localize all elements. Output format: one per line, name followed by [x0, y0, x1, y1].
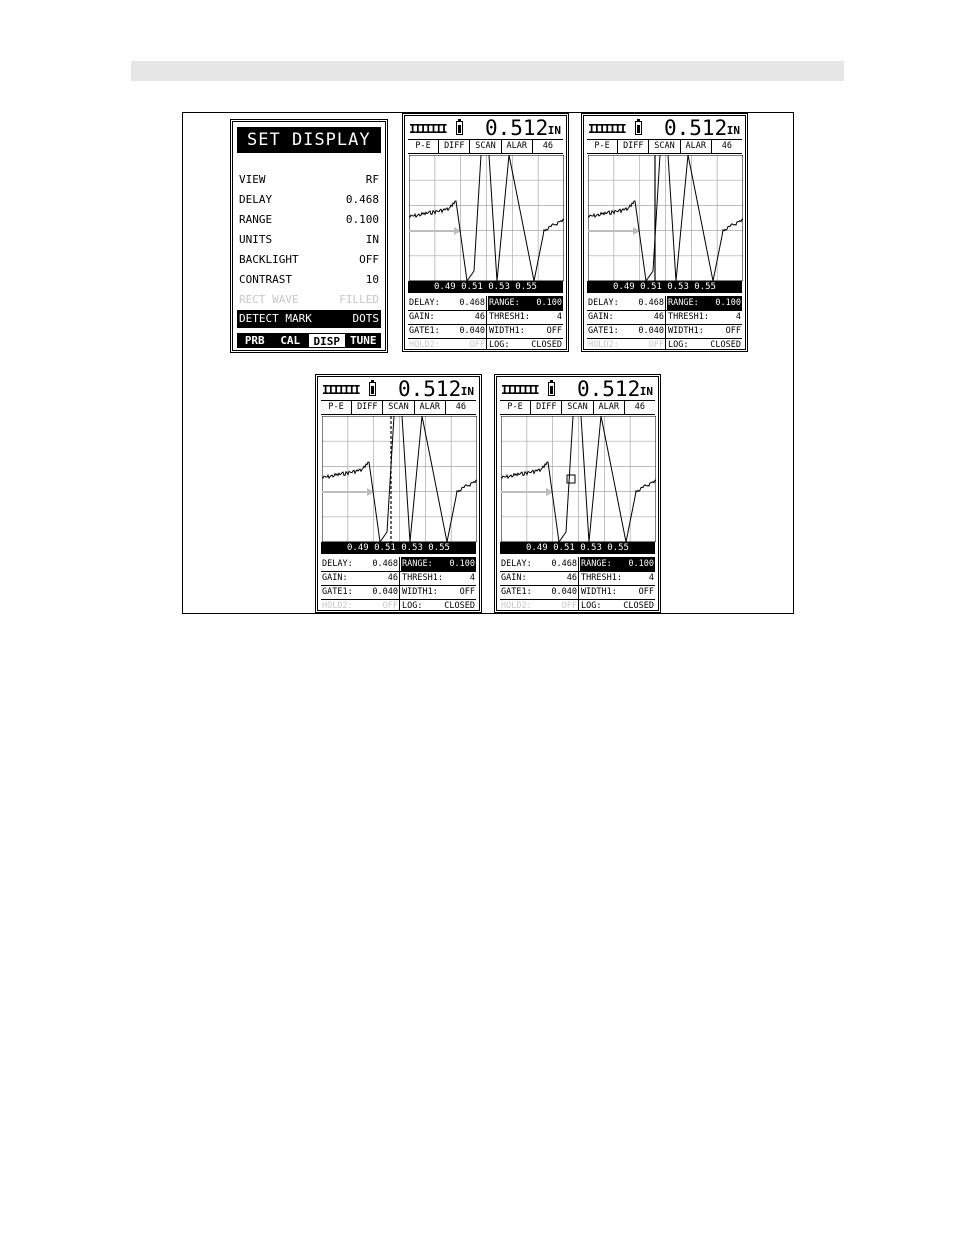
- param-thresh: THRESH1: 4: [668, 312, 741, 322]
- param-width: WIDTH1: OFF: [489, 326, 562, 336]
- thickness-reading: 0.512: [577, 377, 641, 401]
- battery-icon: [635, 121, 642, 135]
- param-gain: GAIN: 46: [501, 573, 577, 583]
- mode-pe: P-E: [408, 140, 439, 153]
- mode-gain-value: 46: [721, 141, 733, 151]
- mode-scan: SCAN: [383, 401, 414, 414]
- rf-waveform-screen-1: [404, 115, 567, 350]
- signal-strength-icon: IIIIIII: [409, 122, 446, 136]
- param-gate: GATE1: 0.040: [501, 587, 577, 597]
- param-delay: DELAY: 0.468: [409, 298, 485, 308]
- mode-pe: P-E: [500, 401, 531, 414]
- param-delay: DELAY: 0.468: [588, 298, 664, 308]
- time-scale: 0.49 0.51 0.53 0.55: [500, 542, 655, 554]
- mode-scan: SCAN: [562, 401, 593, 414]
- parameter-panel: [500, 557, 655, 609]
- detect-mark-box: [567, 475, 575, 483]
- param-hold: HOLD2: OFF: [322, 601, 398, 611]
- mode-diff: DIFF: [352, 401, 383, 414]
- units-label: IN: [547, 124, 561, 137]
- param-delay: DELAY: 0.468: [501, 559, 577, 569]
- mode-scan: SCAN: [649, 140, 680, 153]
- status-bar: [587, 116, 742, 140]
- status-bar: [408, 116, 563, 140]
- mode-diff: DIFF: [439, 140, 470, 153]
- tab-disp[interactable]: DISP: [308, 333, 346, 348]
- rf-waveform-plot: [409, 155, 564, 281]
- param-log: LOG: CLOSED: [402, 601, 475, 611]
- mode-diff: DIFF: [531, 401, 562, 414]
- rf-waveform-screen-2: [583, 115, 746, 350]
- menu-item-backlight[interactable]: BACKLIGHT OFF: [239, 253, 379, 266]
- mode-alarm: ALAR: [594, 401, 625, 414]
- mode-bar: [321, 401, 476, 415]
- param-gate: GATE1: 0.040: [409, 326, 485, 336]
- rf-waveform-screen-3: [317, 376, 480, 611]
- menu-item-rect-wave: RECT WAVE FILLED: [239, 293, 379, 306]
- time-scale: 0.49 0.51 0.53 0.55: [321, 542, 476, 554]
- tab-prb[interactable]: PRB: [244, 334, 265, 347]
- mode-alarm: ALAR: [502, 140, 533, 153]
- mode-bar: [500, 401, 655, 415]
- param-hold: HOLD2: OFF: [501, 601, 577, 611]
- rf-waveform-plot: [501, 416, 656, 542]
- mode-bar: [587, 140, 742, 154]
- param-log: LOG: CLOSED: [581, 601, 654, 611]
- set-display-menu-screen: [232, 121, 386, 351]
- signal-strength-icon: IIIIIII: [322, 383, 359, 397]
- param-width: WIDTH1: OFF: [581, 587, 654, 597]
- menu-item-view[interactable]: VIEW RF: [239, 173, 379, 186]
- param-hold: HOLD2: OFF: [588, 340, 664, 350]
- mode-gain-value: 46: [542, 141, 554, 151]
- param-gain: GAIN: 46: [409, 312, 485, 322]
- mode-alarm: ALAR: [415, 401, 446, 414]
- menu-item-units[interactable]: UNITS IN: [239, 233, 379, 246]
- param-width: WIDTH1: OFF: [668, 326, 741, 336]
- signal-strength-icon: IIIIIII: [588, 122, 625, 136]
- param-range: RANGE: 0.100: [581, 559, 654, 569]
- parameter-panel: [408, 296, 563, 348]
- rf-waveform-screen-4: [496, 376, 659, 611]
- mode-scan: SCAN: [470, 140, 501, 153]
- param-hold: HOLD2: OFF: [409, 340, 485, 350]
- mode-gain-value: 46: [455, 402, 467, 412]
- param-thresh: THRESH1: 4: [402, 573, 475, 583]
- mode-pe: P-E: [321, 401, 352, 414]
- units-label: IN: [639, 385, 653, 398]
- battery-icon: [369, 382, 376, 396]
- tab-cal[interactable]: CAL: [280, 334, 301, 347]
- param-range: RANGE: 0.100: [402, 559, 475, 569]
- menu-item-range[interactable]: RANGE 0.100: [239, 213, 379, 226]
- param-log: LOG: CLOSED: [668, 340, 741, 350]
- time-scale: 0.49 0.51 0.53 0.55: [587, 281, 742, 293]
- mode-pe: P-E: [587, 140, 618, 153]
- mode-bar: [408, 140, 563, 154]
- menu-title: SET DISPLAY: [237, 127, 381, 153]
- menu-tab-bar: [237, 333, 381, 348]
- param-thresh: THRESH1: 4: [581, 573, 654, 583]
- signal-strength-icon: IIIIIII: [501, 383, 538, 397]
- thickness-reading: 0.512: [398, 377, 462, 401]
- menu-item-detect-mark[interactable]: DETECT MARK DOTS: [237, 310, 381, 328]
- status-bar: [321, 377, 476, 401]
- param-gate: GATE1: 0.040: [322, 587, 398, 597]
- param-range: RANGE: 0.100: [489, 298, 562, 308]
- mode-diff: DIFF: [618, 140, 649, 153]
- status-bar: [500, 377, 655, 401]
- param-range: RANGE: 0.100: [668, 298, 741, 308]
- rf-waveform-plot: [322, 416, 477, 542]
- thickness-reading: 0.512: [664, 116, 728, 140]
- units-label: IN: [460, 385, 474, 398]
- parameter-panel: [321, 557, 476, 609]
- tab-tune[interactable]: TUNE: [350, 334, 377, 347]
- param-width: WIDTH1: OFF: [402, 587, 475, 597]
- rf-waveform-plot: [588, 155, 743, 281]
- param-thresh: THRESH1: 4: [489, 312, 562, 322]
- menu-item-delay[interactable]: DELAY 0.468: [239, 193, 379, 206]
- mode-gain-value: 46: [634, 402, 646, 412]
- thickness-reading: 0.512: [485, 116, 549, 140]
- parameter-panel: [587, 296, 742, 348]
- battery-icon: [456, 121, 463, 135]
- menu-item-contrast[interactable]: CONTRAST 10: [239, 273, 379, 286]
- param-log: LOG: CLOSED: [489, 340, 562, 350]
- param-gain: GAIN: 46: [322, 573, 398, 583]
- param-gate: GATE1: 0.040: [588, 326, 664, 336]
- battery-icon: [548, 382, 555, 396]
- section-header-bar: [131, 61, 844, 81]
- param-gain: GAIN: 46: [588, 312, 664, 322]
- units-label: IN: [726, 124, 740, 137]
- param-delay: DELAY: 0.468: [322, 559, 398, 569]
- time-scale: 0.49 0.51 0.53 0.55: [408, 281, 563, 293]
- mode-alarm: ALAR: [681, 140, 712, 153]
